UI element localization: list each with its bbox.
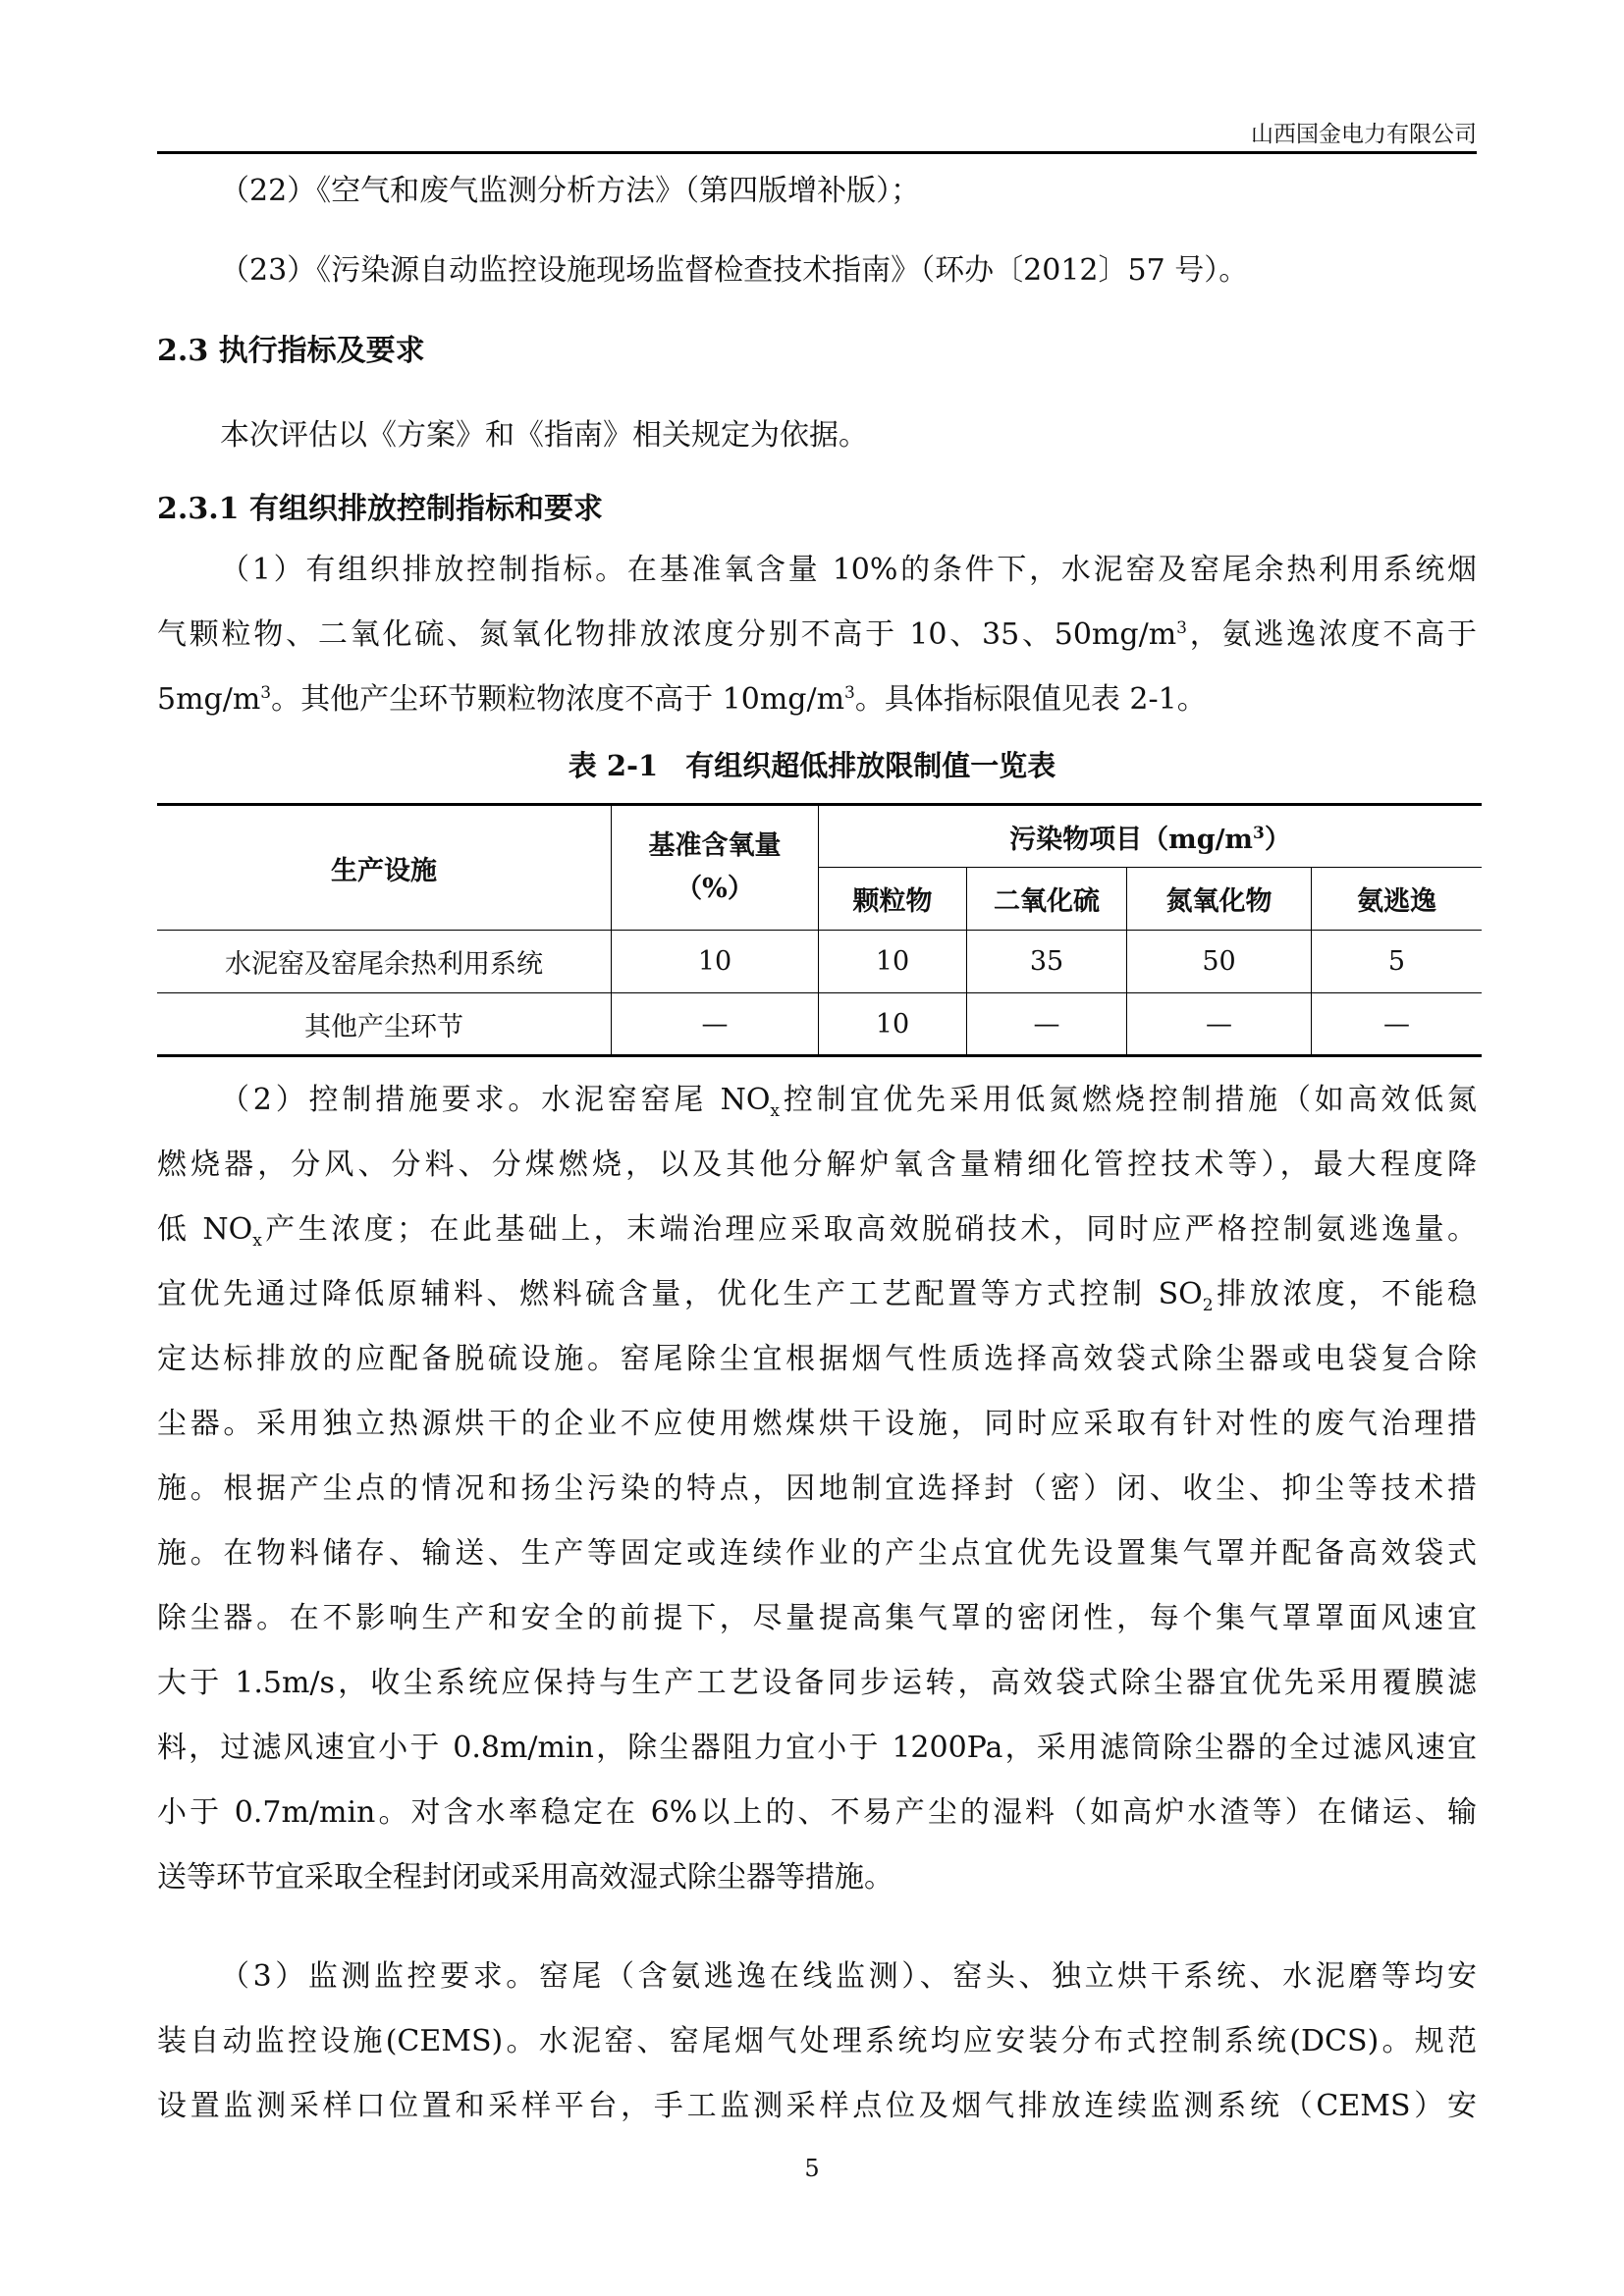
cell-so2: 35 — [967, 931, 1127, 993]
reference-23: （23）《污染源自动监控设施现场监督检查技术指南》（环办〔2012〕57 号）。 — [220, 253, 1249, 288]
paragraph-line: 定达标排放的应配备脱硫设施。窑尾除尘宜根据烟气性质选择高效袋式除尘器或电袋复合除 — [157, 1342, 1477, 1376]
header-oxygen-label: 基准含氧量 — [648, 830, 782, 861]
paragraph-control-measures — [157, 1068, 1477, 1910]
section-heading-2-3-1: 2.3.1 有组织排放控制指标和要求 — [157, 492, 603, 526]
page-number: 5 — [804, 2155, 820, 2182]
text-run: 控制宜优先采用低氮燃烧控制措施（如高效低氮 — [780, 1083, 1478, 1117]
superscript: 3 — [260, 683, 272, 703]
text-run: （2）控制措施要求。水泥窑窑尾 NO — [220, 1083, 771, 1117]
subscript: x — [252, 1231, 262, 1251]
paragraph-line: 送等环节宜采取全程封闭或采用高效湿式除尘器等措施。 — [157, 1860, 893, 1895]
cell-ammonia-slip: — — [1312, 993, 1483, 1056]
paragraph-line: 小于 0.7m/min。对含水率稳定在 6%以上的、不易产尘的湿料（如高炉水渣等）在储运、输 — [157, 1795, 1477, 1830]
subscript: 2 — [1202, 1296, 1214, 1315]
text-run: 5mg/m — [157, 682, 261, 717]
cell-nox: 50 — [1127, 931, 1312, 993]
paragraph-line: 料，过滤风速宜小于 0.8m/min，除尘器阻力宜小于 1200Pa，采用滤筒除尘器的全过滤风速宜 — [157, 1731, 1477, 1765]
paragraph-line: 设置监测采样口位置和采样平台，手工监测采样点位及烟气排放连续监测系统（CEMS）安 — [157, 2089, 1477, 2123]
text-run: ，氨逃逸浓度不高于 — [1186, 617, 1477, 652]
cell-oxygen: — — [612, 993, 819, 1056]
superscript: 3 — [1253, 823, 1265, 843]
cell-facility: 其他产尘环节 — [157, 993, 612, 1056]
paragraph-line — [157, 1262, 1477, 1327]
superscript: 3 — [1176, 618, 1187, 638]
paragraph-line: 燃烧器，分风、分料、分煤燃烧，以及其他分解炉氧含量精细化管控技术等），最大程度降 — [157, 1148, 1477, 1182]
table-caption-title: 有组织超低排放限制值一览表 — [685, 749, 1056, 782]
header-ammonia-slip: 氨逃逸 — [1312, 868, 1483, 931]
cell-particulate: 10 — [819, 931, 967, 993]
company-name: 山西国金电力有限公司 — [1251, 122, 1477, 147]
text-run: 。其他产尘环节颗粒物浓度不高于 10mg/m — [271, 682, 845, 717]
text-run: 。具体指标限值见表 2-1。 — [854, 682, 1207, 717]
header-so2: 二氧化硫 — [967, 868, 1127, 931]
text-run: 低 NO — [157, 1212, 253, 1247]
page-header — [157, 112, 1477, 154]
paragraph-line — [157, 667, 1477, 732]
paragraph-line — [157, 1198, 1477, 1262]
cell-ammonia-slip: 5 — [1312, 931, 1483, 993]
paragraph-line: （1）有组织排放控制指标。在基准氧含量 10%的条件下，水泥窑及窑尾余热利用系统烟 — [220, 553, 1477, 587]
header-oxygen — [612, 805, 819, 931]
table-caption — [0, 744, 1624, 784]
section-intro: 本次评估以《方案》和《指南》相关规定为依据。 — [220, 418, 868, 453]
cell-facility: 水泥窑及窑尾余热利用系统 — [157, 931, 612, 993]
section-heading-2-3: 2.3 执行指标及要求 — [157, 334, 425, 368]
header-pollutants-end: ） — [1264, 824, 1291, 855]
header-pollutants-label: 污染物项目（mg/m — [1009, 824, 1254, 855]
paragraph-line: （3）监测监控要求。窑尾（含氨逃逸在线监测）、窑头、独立烘干系统、水泥磨等均安 — [220, 1959, 1477, 1994]
paragraph-line: 大于 1.5m/s，收尘系统应保持与生产工艺设备同步运转，高效袋式除尘器宜优先采用覆膜滤 — [157, 1666, 1477, 1700]
cell-particulate: 10 — [819, 993, 967, 1056]
cell-nox: — — [1127, 993, 1312, 1056]
paragraph-monitoring — [157, 1945, 1477, 2139]
paragraph-line: 装自动监控设施(CEMS)。水泥窑、窑尾烟气处理系统均应安装分布式控制系统(DCS)。规范 — [157, 2024, 1477, 2058]
reference-22: （22）《空气和废气监测分析方法》（第四版增补版）； — [220, 174, 921, 208]
header-particulate: 颗粒物 — [819, 868, 967, 931]
emission-limits-table — [157, 803, 1482, 1057]
subscript: x — [770, 1101, 781, 1121]
paragraph-emission-limits — [157, 538, 1477, 732]
header-oxygen-unit: （%） — [676, 874, 754, 904]
table-row — [157, 993, 1482, 1056]
table-caption-number: 表 2-1 — [568, 749, 659, 782]
paragraph-line: 施。根据产尘点的情况和扬尘污染的特点，因地制宜选择封（密）闭、收尘、抑尘等技术措 — [157, 1471, 1477, 1506]
paragraph-line: 施。在物料储存、输送、生产等固定或连续作业的产尘点宜优先设置集气罩并配备高效袋式 — [157, 1536, 1477, 1571]
paragraph-line: 除尘器。在不影响生产和安全的前提下，尽量提高集气罩的密闭性，每个集气罩罩面风速宜 — [157, 1601, 1477, 1635]
header-nox: 氮氧化物 — [1127, 868, 1312, 931]
cell-oxygen: 10 — [612, 931, 819, 993]
header-facility: 生产设施 — [157, 805, 612, 931]
text-run: 排放浓度，不能稳 — [1213, 1277, 1478, 1311]
paragraph-line: 尘器。采用独立热源烘干的企业不应使用燃煤烘干设施，同时应采取有针对性的废气治理措 — [157, 1407, 1477, 1441]
cell-so2: — — [967, 993, 1127, 1056]
text-run: 气颗粒物、二氧化硫、氮氧化物排放浓度分别不高于 10、35、50mg/m — [157, 617, 1177, 652]
header-pollutants — [819, 805, 1483, 868]
paragraph-line — [157, 1068, 1477, 1133]
superscript: 3 — [844, 683, 855, 703]
paragraph-line — [157, 603, 1477, 667]
table-row — [157, 931, 1482, 993]
text-run: 宜优先通过降低原辅料、燃料硫含量，优化生产工艺配置等方式控制 SO — [157, 1277, 1203, 1311]
text-run: 产生浓度；在此基础上，末端治理应采取高效脱硝技术，同时应严格控制氨逃逸量。 — [261, 1212, 1478, 1247]
